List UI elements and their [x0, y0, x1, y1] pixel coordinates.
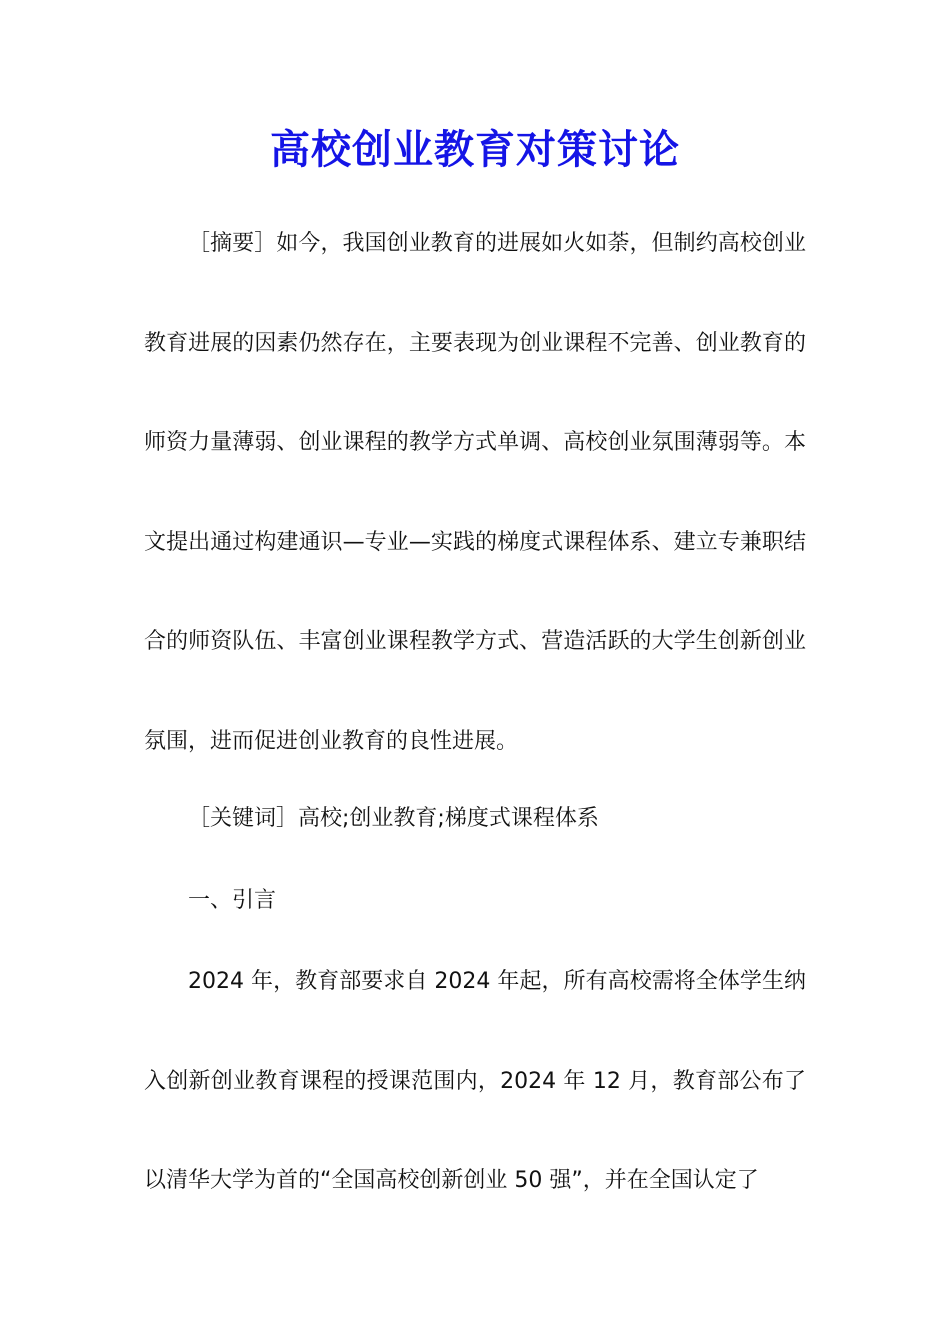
intro-paragraph	[144, 932, 806, 1231]
intro-text: 2024 年，教育部要求自 2024 年起，所有高校需将全体学生纳入创新创业教育课程的授课范围内，2024 年 12 月，教育部公布了以清华大学为首的“全国高校创新创业 50 强”，并在全国认定了	[144, 969, 806, 1193]
abstract-paragraph	[144, 194, 806, 791]
section-heading-text: 一、引言	[188, 888, 277, 913]
keywords-paragraph	[144, 799, 806, 839]
abstract-text: ［摘要］如今，我国创业教育的进展如火如荼，但制约高校创业教育进展的因素仍然存在，主要表现为创业课程不完善、创业教育的师资力量薄弱、创业课程的教学方式单调、高校创业氛围薄弱等。本文提出通过构建通识—专业—实践的梯度式课程体系、建立专兼职结合的师资队伍、丰富创业课程教学方式、营造活跃的大学生创新创业氛围，进而促进创业教育的良性进展。	[144, 231, 806, 754]
keywords-text: ［关键词］高校;创业教育;梯度式课程体系	[188, 806, 599, 831]
document-title: 高校创业教育对策讨论	[270, 126, 680, 173]
section-heading	[144, 881, 806, 921]
